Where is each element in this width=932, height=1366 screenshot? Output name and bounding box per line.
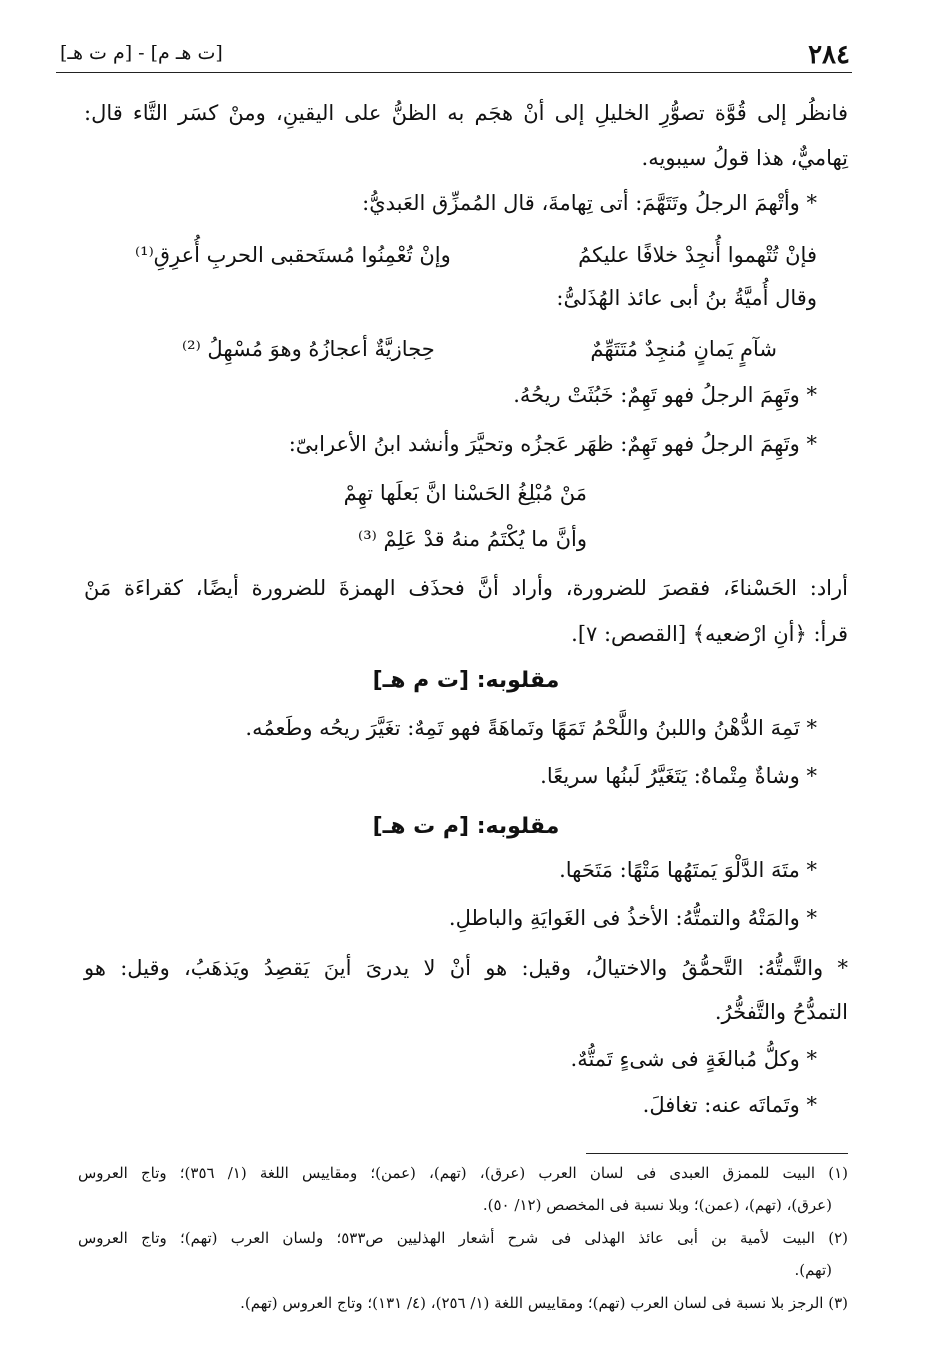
entry-paragraph: * تَمِهَ الدُّهْنُ واللبنُ واللَّحْمُ تَمَهًا وتَماهَةً فهو تَمِهٌ: تغَيَّرَ ريحُه وطَعمُه. <box>245 716 817 740</box>
paragraph-line: أراد: الحَسْناءَ، فقصرَ للضرورة، وأراد أنَّ فحذَف الهمزةَ للضرورة أيضًا، كقراءَة مَنْ <box>84 576 848 600</box>
section-heading: مقلوبه: [ت م هـ] <box>372 668 560 693</box>
running-header-root: [ت هـ م] - [م ت هـ] <box>60 42 223 64</box>
page-number: ٢٨٤ <box>808 40 850 70</box>
entry-paragraph: * وتَهِمَ الرجلُ فهو تَهِمٌ: ظهَر عَجزُه وتحيَّرَ وأنشد ابنُ الأعرابىّ: <box>288 432 817 456</box>
paragraph-line: قرأ: ﴿أنِ ارْضعيه﴾ [القصص: ٧]. <box>571 622 848 646</box>
entry-paragraph: * متَهَ الدَّلْوَ يَمتَهُها مَتْهًا: مَتَحَها. <box>559 858 817 882</box>
footnote-line: (٣) الرجز بلا نسبة فى لسان العرب (تهم)؛ ومقاييس اللغة (١/ ٢٥٦)، (٤/ ١٣١)؛ وتاج العروس (تهم). <box>240 1294 848 1312</box>
paragraph-line: التمدُّحُ والتَّفخُّرُ. <box>714 1000 848 1024</box>
verse-first-hemistich: فإنْ تُتْهموا أُنجِدْ خلافًا عليكمُ <box>578 243 817 267</box>
paragraph-line: وقال أُميَّةُ بنُ أبى عائذ الهُذَلىُّ: <box>556 286 817 310</box>
entry-paragraph: * والمَتْهُ والتمتُّهُ: الأخذُ فى الغَوايَةِ والباطلِ. <box>448 906 817 930</box>
footnote-line: (١) البيت للممزق العبدى فى لسان العرب (عرق)، (تهم)، (عمن)؛ ومقاييس اللغة (١/ ٣٥٦)؛ وتاج العروس <box>78 1164 848 1182</box>
rajaz-line: مَنْ مُبْلِغُ الحَسْنا انَّ بَعلَها تهِمْ <box>343 481 587 505</box>
footnote-line: (٢) البيت لأمية بن أبى عائذ الهذلى فى شرح أشعار الهذليين ص٥٣٣؛ ولسان العرب (تهم)؛ وتاج العروس <box>78 1229 848 1247</box>
verse-second-hemistich: وإنْ تُعْمِنُوا مُستَحقبى الحربِ أُعرِقِ⁽¹⁾ <box>135 243 451 267</box>
entry-paragraph: * وشاةٌ مِتْماهٌ: يَتَغَيَّرُ لَبنُها سريعًا. <box>540 764 817 788</box>
verse-second-hemistich: حِجازيَّةٌ أعجازُهُ وهوَ مُسْهِلُ ⁽²⁾ <box>182 337 435 361</box>
rajaz-line: وأنَّ ما يُكْتَمُ منهُ قدْ عَلِمْ ⁽³⁾ <box>358 527 587 551</box>
paragraph-line: تِهاميٌّ، هذا قولُ سيبويه. <box>641 146 848 170</box>
section-heading: مقلوبه: [م ت هـ] <box>372 814 560 839</box>
entry-paragraph: * وتَهِمَ الرجلُ فهو تَهِمٌ: خَبُثَتْ ريحُهُ. <box>513 383 817 407</box>
header-rule <box>56 72 852 73</box>
paragraph-line: * والتَّمتُّهُ: التَّحمُّقُ والاختيالُ، وقيل: هو أنْ لا يدرىَ أينَ يَقصِدُ ويَذهَبُ، وقيل: هو <box>84 956 848 980</box>
footnote-rule <box>586 1153 848 1154</box>
entry-paragraph: * وأتْهمَ الرجلُ وتَتَهَّمَ: أتى تِهامةَ، قال المُمزِّق العَبديُّ: <box>362 191 817 215</box>
footnote-line: (عرق)، (تهم)، (عمن)؛ وبلا نسبة فى المخصص (١٢/ ٥٠). <box>482 1196 832 1214</box>
paragraph-line: فانظُر إلى قُوَّة تصوُّرِ الخليلِ إلى أنْ هجَم به الظنُّ على اليقينِ، ومنْ كسَر التَّاء قال: <box>84 101 848 125</box>
verse-first-hemistich: شآمٍ يَمانٍ مُنجِدٌ مُتَتَهِّمٌ <box>590 337 777 361</box>
footnote-line: (تهم). <box>794 1261 832 1279</box>
entry-paragraph: * وتَماتَه عنه: تغافلَ. <box>642 1093 817 1117</box>
entry-paragraph: * وكلُّ مُبالغَةٍ فى شىءٍ تَمتُّهٌ. <box>570 1047 817 1071</box>
